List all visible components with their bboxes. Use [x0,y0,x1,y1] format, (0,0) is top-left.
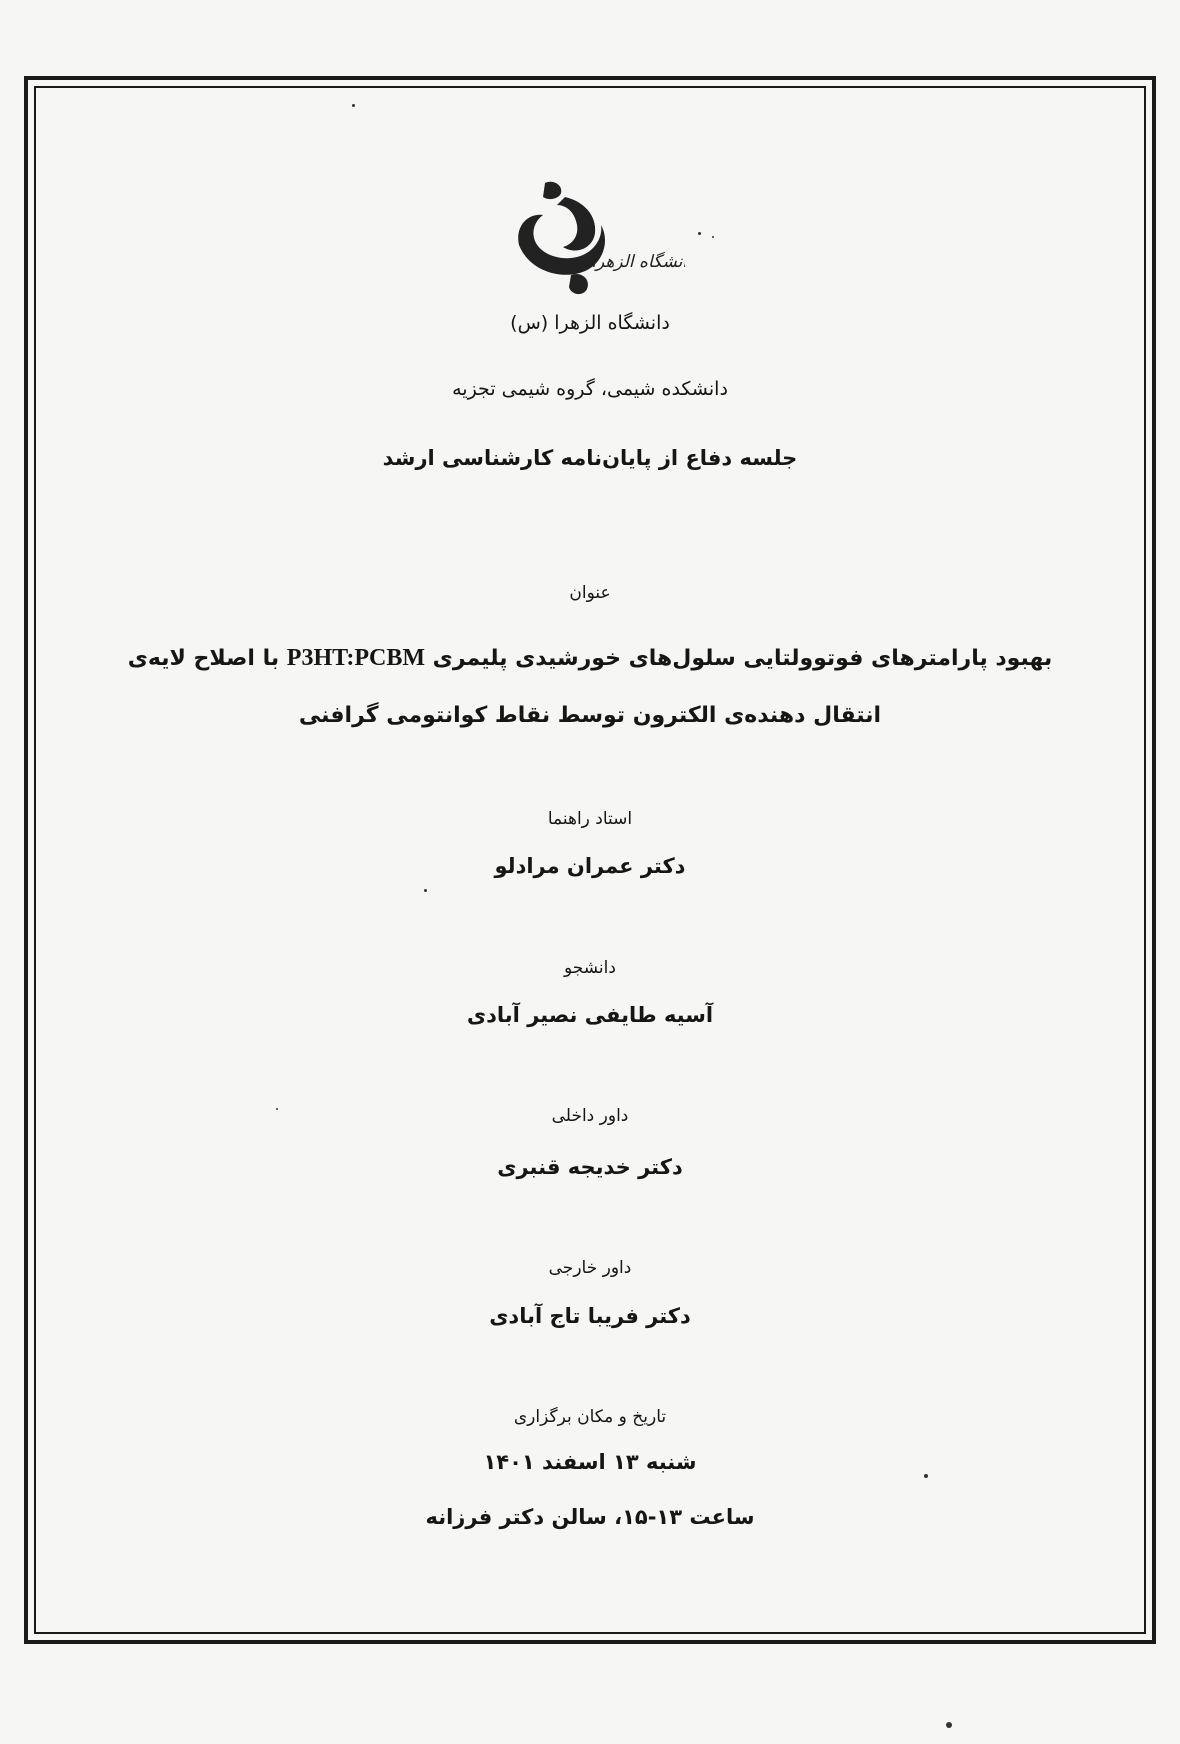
scan-speck [946,1722,952,1728]
supervisor-name: دکتر عمران مرادلو [494,854,686,878]
student-label: دانشجو [564,958,616,978]
scan-speck [924,1474,928,1478]
supervisor-label: استاد راهنما [547,809,633,829]
event-time-place: ساعت ۱۳-۱۵، سالن دکتر فرزانه [425,1505,755,1529]
datetime-label: تاریخ و مکان برگزاری [513,1407,667,1427]
external-examiner-label: داور خارجی [548,1258,632,1278]
scan-speck [352,104,355,107]
thesis-title-part-2: با اصلاح لایه‌ی [127,646,280,671]
event-date: شنبه ۱۳ اسفند ۱۴۰۱ [483,1450,697,1474]
thesis-title-latin: P3HT:PCBM [286,645,425,671]
session-heading: جلسه دفاع از پایان‌نامه کارشناسی ارشد [382,446,798,470]
alzahra-logo-icon [505,175,685,315]
faculty-department: دانشکده شیمی، گروه شیمی تجزیه [452,378,728,400]
internal-examiner-name: دکتر خدیجه قنبری [497,1155,683,1179]
university-name: دانشگاه الزهرا (س) [510,312,670,334]
scan-speck [424,889,427,892]
scan-speck [698,232,701,235]
scan-speck [712,236,714,238]
title-label: عنوان [569,583,611,603]
logo-script-text: دانشگاه الزهرا [591,252,685,272]
scan-speck [276,1108,278,1110]
external-examiner-name: دکتر فریبا تاج آبادی [489,1304,691,1328]
university-logo [505,175,685,315]
student-name: آسیه طایفی نصیر آبادی [466,1003,714,1027]
internal-examiner-label: داور داخلی [551,1106,629,1126]
thesis-title-line-2: انتقال دهنده‌ی الکترون توسط نقاط کوانتومی گرافنی [298,703,882,728]
thesis-title-line-1 [40,645,1140,672]
thesis-title-part-1: بهبود پارامترهای فوتوولتایی سلول‌های خورشیدی پلیمری [432,646,1053,671]
